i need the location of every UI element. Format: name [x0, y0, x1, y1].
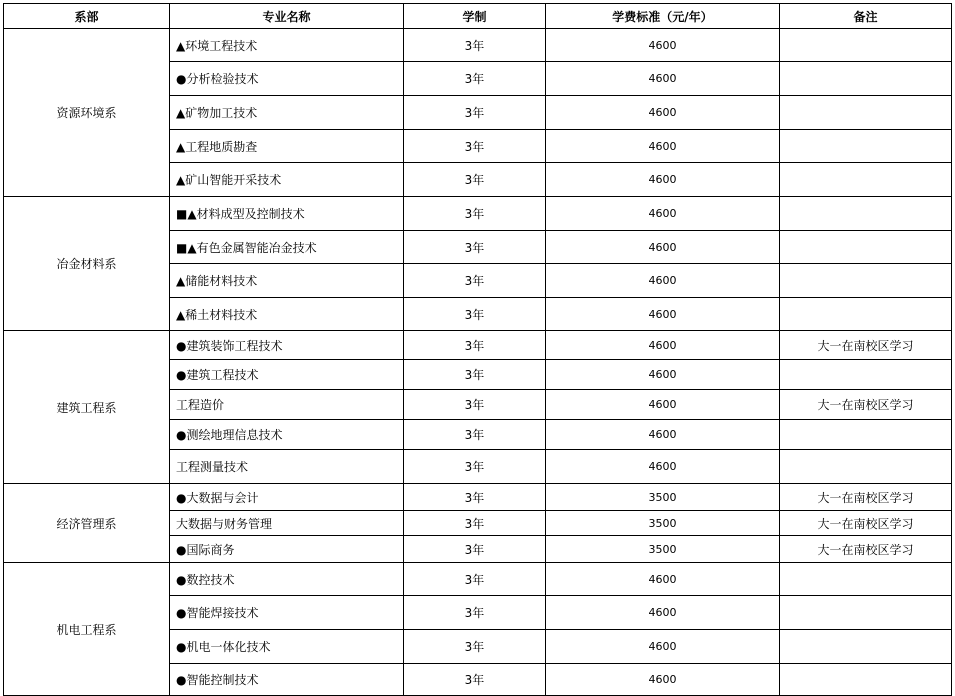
major-name-cell: ●测绘地理信息技术 — [170, 420, 404, 450]
major-name-cell: 工程造价 — [170, 390, 404, 420]
tuition-cell: 4600 — [546, 197, 780, 231]
duration-cell: 3年 — [404, 360, 546, 390]
remarks-cell: 大一在南校区学习 — [780, 484, 952, 511]
remarks-cell — [780, 231, 952, 264]
remarks-cell — [780, 163, 952, 197]
tuition-cell: 4600 — [546, 231, 780, 264]
table-row — [4, 484, 952, 511]
major-name-cell: ●智能焊接技术 — [170, 596, 404, 630]
remarks-cell — [780, 450, 952, 484]
tuition-cell: 4600 — [546, 130, 780, 163]
remarks-cell — [780, 96, 952, 130]
major-name-cell: ▲工程地质勘查 — [170, 130, 404, 163]
remarks-cell — [780, 298, 952, 331]
tuition-cell: 4600 — [546, 420, 780, 450]
table-row — [4, 29, 952, 62]
header-row — [4, 4, 952, 29]
duration-cell: 3年 — [404, 511, 546, 536]
duration-cell: 3年 — [404, 563, 546, 596]
remarks-cell: 大一在南校区学习 — [780, 536, 952, 563]
remarks-cell: 大一在南校区学习 — [780, 331, 952, 360]
tuition-cell: 4600 — [546, 630, 780, 664]
tuition-cell: 4600 — [546, 331, 780, 360]
duration-cell: 3年 — [404, 130, 546, 163]
tuition-cell: 4600 — [546, 360, 780, 390]
tuition-cell: 4600 — [546, 390, 780, 420]
duration-cell: 3年 — [404, 596, 546, 630]
remarks-cell — [780, 29, 952, 62]
header-tuition: 学费标准（元/年） — [546, 4, 780, 29]
duration-cell: 3年 — [404, 536, 546, 563]
tuition-cell: 4600 — [546, 96, 780, 130]
remarks-cell — [780, 197, 952, 231]
duration-cell: 3年 — [404, 62, 546, 96]
header-duration: 学制 — [404, 4, 546, 29]
tuition-cell: 4600 — [546, 563, 780, 596]
duration-cell: 3年 — [404, 163, 546, 197]
remarks-cell — [780, 62, 952, 96]
major-name-cell: ▲稀土材料技术 — [170, 298, 404, 331]
duration-cell: 3年 — [404, 390, 546, 420]
major-name-cell: ■▲材料成型及控制技术 — [170, 197, 404, 231]
tuition-cell: 3500 — [546, 484, 780, 511]
remarks-cell: 大一在南校区学习 — [780, 511, 952, 536]
major-name-cell: 大数据与财务管理 — [170, 511, 404, 536]
major-name-cell: ●国际商务 — [170, 536, 404, 563]
duration-cell: 3年 — [404, 298, 546, 331]
header-department: 系部 — [4, 4, 170, 29]
duration-cell: 3年 — [404, 664, 546, 696]
tuition-cell: 4600 — [546, 62, 780, 96]
duration-cell: 3年 — [404, 450, 546, 484]
major-name-cell: 工程测量技术 — [170, 450, 404, 484]
major-name-cell: ●建筑工程技术 — [170, 360, 404, 390]
major-name-cell: ●分析检验技术 — [170, 62, 404, 96]
duration-cell: 3年 — [404, 420, 546, 450]
tuition-cell: 4600 — [546, 298, 780, 331]
tuition-cell: 3500 — [546, 536, 780, 563]
tuition-cell: 4600 — [546, 450, 780, 484]
department-cell: 冶金材料系 — [4, 197, 170, 331]
table-row — [4, 331, 952, 360]
duration-cell: 3年 — [404, 96, 546, 130]
tuition-cell: 4600 — [546, 264, 780, 298]
remarks-cell — [780, 360, 952, 390]
table-row — [4, 197, 952, 231]
major-name-cell: ▲环境工程技术 — [170, 29, 404, 62]
major-name-cell: ■▲有色金属智能冶金技术 — [170, 231, 404, 264]
remarks-cell — [780, 130, 952, 163]
major-name-cell: ●数控技术 — [170, 563, 404, 596]
remarks-cell — [780, 563, 952, 596]
major-name-cell: ●智能控制技术 — [170, 664, 404, 696]
department-cell: 经济管理系 — [4, 484, 170, 563]
duration-cell: 3年 — [404, 331, 546, 360]
remarks-cell — [780, 664, 952, 696]
table-row — [4, 563, 952, 596]
department-cell: 资源环境系 — [4, 29, 170, 197]
tuition-cell: 3500 — [546, 511, 780, 536]
duration-cell: 3年 — [404, 264, 546, 298]
table-body — [4, 29, 952, 696]
duration-cell: 3年 — [404, 197, 546, 231]
major-name-cell: ▲矿山智能开采技术 — [170, 163, 404, 197]
major-name-cell: ▲储能材料技术 — [170, 264, 404, 298]
major-name-cell: ●建筑装饰工程技术 — [170, 331, 404, 360]
remarks-cell — [780, 420, 952, 450]
tuition-cell: 4600 — [546, 29, 780, 62]
major-name-cell: ▲矿物加工技术 — [170, 96, 404, 130]
major-name-cell: ●机电一体化技术 — [170, 630, 404, 664]
duration-cell: 3年 — [404, 484, 546, 511]
department-cell: 机电工程系 — [4, 563, 170, 696]
header-remarks: 备注 — [780, 4, 952, 29]
duration-cell: 3年 — [404, 29, 546, 62]
tuition-cell: 4600 — [546, 664, 780, 696]
remarks-cell: 大一在南校区学习 — [780, 390, 952, 420]
department-cell: 建筑工程系 — [4, 331, 170, 484]
tuition-table — [3, 3, 952, 696]
remarks-cell — [780, 596, 952, 630]
remarks-cell — [780, 630, 952, 664]
major-name-cell: ●大数据与会计 — [170, 484, 404, 511]
remarks-cell — [780, 264, 952, 298]
tuition-cell: 4600 — [546, 163, 780, 197]
duration-cell: 3年 — [404, 231, 546, 264]
header-major-name: 专业名称 — [170, 4, 404, 29]
tuition-cell: 4600 — [546, 596, 780, 630]
duration-cell: 3年 — [404, 630, 546, 664]
